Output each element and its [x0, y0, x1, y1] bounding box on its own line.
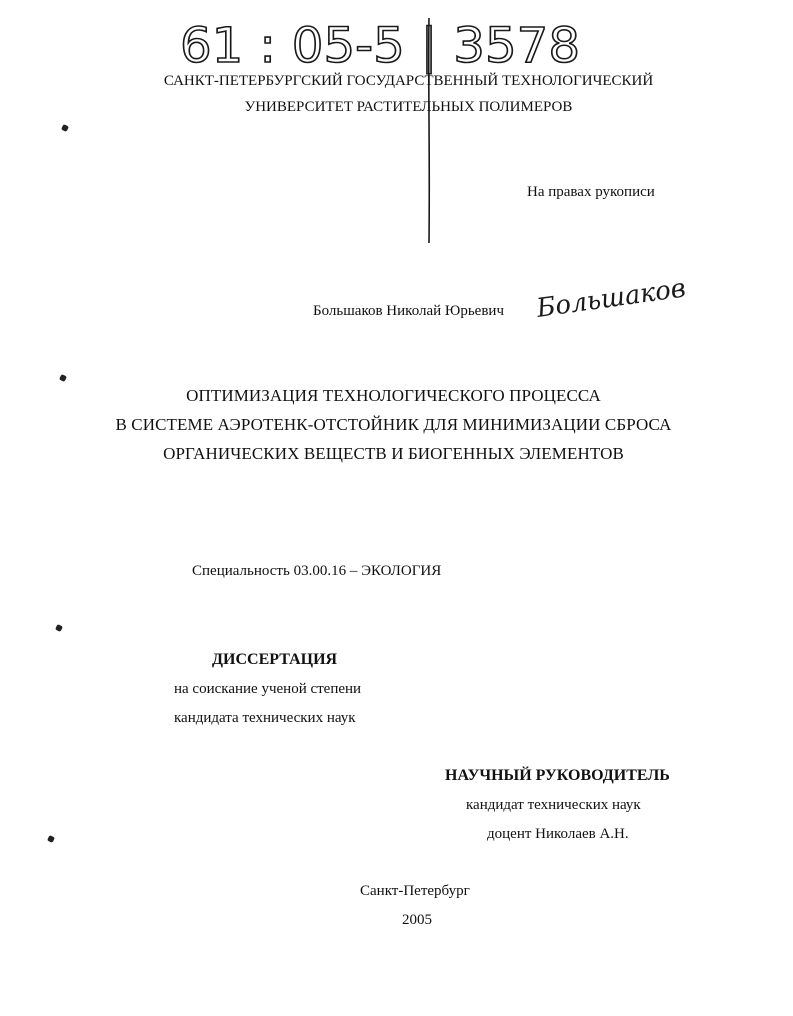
footer-year: 2005 [402, 912, 432, 928]
archive-stamp-text: 61 : 05-5 | 3578 [180, 18, 580, 74]
advisor-degree: кандидат технических наук [466, 797, 641, 813]
advisor-name: доцент Николаев А.Н. [487, 826, 629, 842]
university-line-2: УНИВЕРСИТЕТ РАСТИТЕЛЬНЫХ ПОЛИМЕРОВ [244, 99, 573, 115]
margin-mark [47, 835, 55, 843]
manuscript-note: На правах рукописи [527, 184, 655, 200]
footer-city: Санкт-Петербург [360, 883, 470, 899]
dissertation-degree-line-1: на соискание ученой степени [174, 681, 362, 697]
title-line-1: ОПТИМИЗАЦИЯ ТЕХНОЛОГИЧЕСКОГО ПРОЦЕССА [186, 386, 601, 405]
margin-mark [61, 124, 69, 132]
svg-text:Большаков: Большаков [534, 273, 690, 324]
title-line-3: ОРГАНИЧЕСКИХ ВЕЩЕСТВ И БИОГЕННЫХ ЭЛЕМЕНТОВ [163, 444, 624, 463]
margin-mark [59, 374, 67, 382]
title-line-2: В СИСТЕМЕ АЭРОТЕНК-ОТСТОЙНИК ДЛЯ МИНИМИЗАЦИИ СБРОСА [115, 415, 672, 434]
advisor-heading: НАУЧНЫЙ РУКОВОДИТЕЛЬ [445, 767, 670, 784]
archive-stamp [180, 10, 600, 80]
university-line-1: САНКТ-ПЕТЕРБУРГСКИЙ ГОСУДАРСТВЕННЫЙ ТЕХНОЛОГИЧЕСКИЙ [163, 73, 654, 89]
margin-mark [55, 624, 63, 632]
dissertation-degree-line-2: кандидата технических наук [174, 710, 356, 726]
stamp-divider-stroke [424, 18, 434, 248]
author-name: Большаков Николай Юрьевич [313, 303, 504, 319]
author-signature [534, 273, 698, 325]
dissertation-heading: ДИССЕРТАЦИЯ [212, 651, 338, 668]
specialty: Специальность 03.00.16 – ЭКОЛОГИЯ [192, 563, 442, 579]
